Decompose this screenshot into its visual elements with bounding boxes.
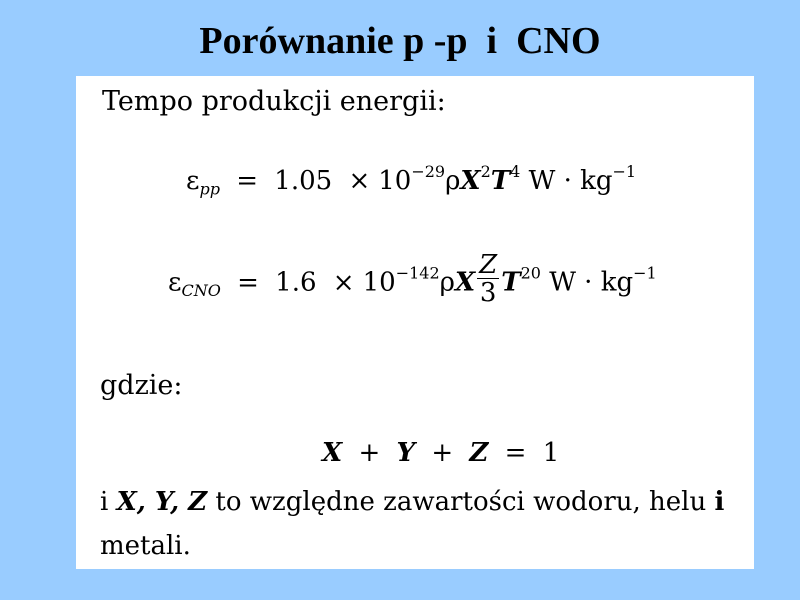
variable-x: X bbox=[322, 438, 343, 468]
times-sign: × bbox=[332, 267, 355, 298]
variable-x: X bbox=[460, 166, 481, 196]
equation-pp bbox=[186, 162, 637, 199]
unit-exponent: −1 bbox=[633, 263, 657, 283]
equals-sign: = bbox=[504, 438, 527, 468]
fraction-numerator: Z bbox=[479, 250, 498, 280]
plus-sign: + bbox=[358, 438, 381, 468]
epsilon-symbol: ε bbox=[186, 166, 200, 196]
variable-x: X bbox=[454, 267, 476, 298]
variable-t: T bbox=[490, 166, 511, 196]
coefficient: 1.05 bbox=[274, 166, 333, 196]
power-exponent: −29 bbox=[411, 162, 446, 181]
variable-t: T bbox=[501, 267, 521, 298]
slide-title: Porównanie p -p i CNO bbox=[199, 20, 601, 62]
sum-value: 1 bbox=[542, 438, 560, 468]
equals-sign: = bbox=[236, 166, 259, 196]
description-variables: X, Y, Z bbox=[116, 487, 208, 517]
where-label: gdzie: bbox=[100, 370, 183, 401]
description-suffix: metali. bbox=[100, 531, 191, 561]
t-exponent: 20 bbox=[520, 263, 541, 283]
rho-symbol: ρ bbox=[445, 166, 461, 196]
fraction-denominator: 3 bbox=[479, 278, 497, 308]
unit: W · kg bbox=[549, 267, 634, 298]
description-text bbox=[100, 480, 740, 568]
fraction bbox=[477, 252, 499, 307]
x-exponent: 2 bbox=[480, 162, 491, 181]
intro-text: Tempo produkcji energii: bbox=[102, 86, 446, 117]
power-exponent: −142 bbox=[395, 263, 440, 283]
description-conjunction: i bbox=[714, 487, 725, 517]
description-prefix: i bbox=[100, 487, 117, 517]
plus-sign: + bbox=[431, 438, 454, 468]
rho-symbol: ρ bbox=[439, 267, 455, 298]
equation-cno bbox=[168, 250, 657, 311]
t-exponent: 4 bbox=[510, 162, 521, 181]
power-base: 10 bbox=[378, 166, 412, 196]
variable-y: Y bbox=[396, 438, 416, 468]
times-sign: × bbox=[348, 166, 371, 196]
equation-sum bbox=[322, 438, 559, 468]
unit-exponent: −1 bbox=[612, 162, 637, 181]
equals-sign: = bbox=[237, 267, 259, 298]
description-middle: to względne zawartości wodoru, helu bbox=[207, 487, 715, 517]
content-panel bbox=[76, 76, 754, 569]
power-base: 10 bbox=[362, 267, 396, 298]
variable-z: Z bbox=[469, 438, 489, 468]
epsilon-symbol: ε bbox=[168, 267, 182, 298]
coefficient: 1.6 bbox=[275, 267, 317, 298]
unit: W · kg bbox=[528, 166, 613, 196]
epsilon-subscript: CNO bbox=[181, 281, 221, 301]
epsilon-subscript: pp bbox=[199, 179, 220, 199]
